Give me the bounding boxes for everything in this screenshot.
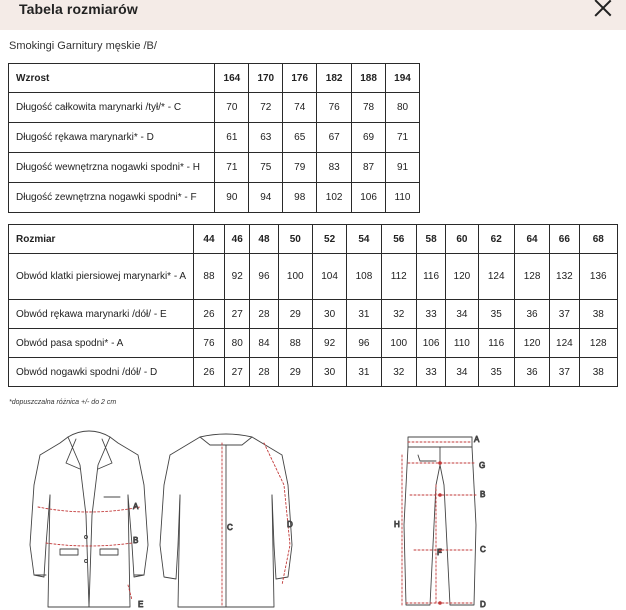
- table-cell: 100: [381, 329, 416, 358]
- jacket-back-drawing: [160, 434, 292, 607]
- header-cell: 188: [352, 64, 386, 93]
- table-cell: 71: [386, 123, 420, 153]
- close-icon[interactable]: [593, 0, 613, 18]
- table-cell: 76: [317, 93, 352, 123]
- table-cell: 29: [278, 358, 312, 387]
- table-cell: 27: [225, 300, 250, 329]
- table-row: [9, 254, 618, 300]
- header-label: Wzrost: [9, 64, 215, 93]
- row-label: Długość zewnętrzna nogawki spodni* - F: [9, 183, 215, 213]
- table-cell: 112: [381, 254, 416, 300]
- table-cell: 76: [193, 329, 224, 358]
- header-cell: 56: [381, 225, 416, 254]
- table-cell: 32: [381, 358, 416, 387]
- table-cell: 104: [312, 254, 346, 300]
- table-cell: 128: [579, 329, 618, 358]
- header-cell: 66: [550, 225, 579, 254]
- header-cell: 164: [215, 64, 249, 93]
- header-label: Rozmiar: [9, 225, 194, 254]
- table-cell: 80: [225, 329, 250, 358]
- table-cell: 116: [478, 329, 514, 358]
- table-cell: 102: [317, 183, 352, 213]
- table-cell: 35: [478, 300, 514, 329]
- table-cell: 90: [215, 183, 249, 213]
- table-cell: 69: [352, 123, 386, 153]
- header-cell: 170: [249, 64, 283, 93]
- table-cell: 67: [317, 123, 352, 153]
- trousers-measure-dots: [438, 461, 442, 605]
- header-cell: 194: [386, 64, 420, 93]
- table-cell: 61: [215, 123, 249, 153]
- table-cell: 26: [193, 358, 224, 387]
- table-cell: 136: [579, 254, 618, 300]
- table-cell: 28: [250, 358, 278, 387]
- modal-title: Tabela rozmiarów: [19, 1, 138, 17]
- table-cell: 34: [446, 300, 478, 329]
- table-cell: 96: [250, 254, 278, 300]
- table-cell: 124: [550, 329, 579, 358]
- jacket-front-measures: [38, 507, 140, 600]
- measurement-diagram: [0, 425, 626, 610]
- table-cell: 94: [249, 183, 283, 213]
- table-cell: 84: [250, 329, 278, 358]
- table-cell: 120: [446, 254, 478, 300]
- table-cell: 27: [225, 358, 250, 387]
- label-f: F: [437, 548, 442, 557]
- table-cell: 132: [550, 254, 579, 300]
- header-cell: 60: [446, 225, 478, 254]
- jacket-front-drawing: [30, 431, 148, 607]
- header-cell: 176: [283, 64, 317, 93]
- table-cell: 26: [193, 300, 224, 329]
- label-c: C: [480, 545, 486, 554]
- table-cell: 106: [352, 183, 386, 213]
- row-label: Długość całkowita marynarki /tył/* - C: [9, 93, 215, 123]
- table-cell: 36: [514, 300, 549, 329]
- label-b: B: [133, 536, 139, 545]
- header-cell: 58: [416, 225, 445, 254]
- label-g: G: [479, 461, 486, 470]
- table-cell: 31: [347, 358, 381, 387]
- header-cell: 52: [312, 225, 346, 254]
- row-label: Obwód klatki piersiowej marynarki* - A: [9, 254, 194, 300]
- table-cell: 100: [278, 254, 312, 300]
- height-size-table: [8, 63, 420, 213]
- table-row: [9, 123, 420, 153]
- table-cell: 96: [347, 329, 381, 358]
- header-cell: 62: [478, 225, 514, 254]
- table-cell: 110: [446, 329, 478, 358]
- table-cell: 106: [416, 329, 445, 358]
- header-cell: 44: [193, 225, 224, 254]
- row-label: Obwód rękawa marynarki /dół/ - E: [9, 300, 194, 329]
- header-cell: 182: [317, 64, 352, 93]
- table-cell: 79: [283, 153, 317, 183]
- table-cell: 38: [579, 300, 618, 329]
- row-label: Długość wewnętrzna nogawki spodni* - H: [9, 153, 215, 183]
- table-cell: 28: [250, 300, 278, 329]
- label-b: B: [480, 490, 486, 499]
- table-row: [9, 93, 420, 123]
- table-row: [9, 300, 618, 329]
- table-row: [9, 183, 420, 213]
- row-label: Obwód pasa spodni* - A: [9, 329, 194, 358]
- product-category: Smokingi Garnitury męskie /B/: [9, 40, 157, 52]
- table-cell: 92: [312, 329, 346, 358]
- table-cell: 36: [514, 358, 549, 387]
- table-cell: 71: [215, 153, 249, 183]
- table-cell: 78: [352, 93, 386, 123]
- table-cell: 30: [312, 300, 346, 329]
- table-cell: 29: [278, 300, 312, 329]
- table-row: [9, 153, 420, 183]
- label-d: D: [287, 520, 293, 529]
- table-cell: 128: [514, 254, 549, 300]
- table-cell: 91: [386, 153, 420, 183]
- label-a: A: [133, 502, 139, 511]
- label-d: D: [480, 600, 486, 609]
- table-cell: 87: [352, 153, 386, 183]
- table-cell: 33: [416, 358, 445, 387]
- header-cell: 68: [579, 225, 618, 254]
- table-cell: 80: [386, 93, 420, 123]
- label-a: A: [474, 435, 480, 444]
- header-cell: 54: [347, 225, 381, 254]
- table-cell: 108: [347, 254, 381, 300]
- table-cell: 38: [579, 358, 618, 387]
- header-cell: 46: [225, 225, 250, 254]
- table-cell: 120: [514, 329, 549, 358]
- table-cell: 98: [283, 183, 317, 213]
- header-cell: 48: [250, 225, 278, 254]
- table-cell: 88: [193, 254, 224, 300]
- header-cell: 64: [514, 225, 549, 254]
- table-cell: 88: [278, 329, 312, 358]
- table-cell: 72: [249, 93, 283, 123]
- table-cell: 37: [550, 300, 579, 329]
- table-cell: 31: [347, 300, 381, 329]
- table-cell: 34: [446, 358, 478, 387]
- row-label: Obwód nogawki spodni /dół/ - D: [9, 358, 194, 387]
- label-c: C: [227, 523, 233, 532]
- table-cell: 33: [416, 300, 445, 329]
- table-cell: 37: [550, 358, 579, 387]
- table-cell: 65: [283, 123, 317, 153]
- table-cell: 30: [312, 358, 346, 387]
- table-cell: 83: [317, 153, 352, 183]
- table-row: [9, 329, 618, 358]
- tolerance-note: *dopuszczalna różnica +/- do 2 cm: [9, 399, 117, 406]
- label-h: H: [394, 520, 400, 529]
- table-cell: 116: [416, 254, 445, 300]
- table-header-row: [9, 225, 618, 254]
- label-e: E: [138, 600, 144, 609]
- modal-header: [0, 0, 626, 30]
- trousers-measures: [402, 442, 476, 605]
- table-cell: 110: [386, 183, 420, 213]
- table-row: [9, 358, 618, 387]
- row-label: Długość rękawa marynarki* - D: [9, 123, 215, 153]
- table-cell: 74: [283, 93, 317, 123]
- table-cell: 63: [249, 123, 283, 153]
- table-header-row: [9, 64, 420, 93]
- table-cell: 92: [225, 254, 250, 300]
- table-cell: 70: [215, 93, 249, 123]
- table-cell: 32: [381, 300, 416, 329]
- table-cell: 75: [249, 153, 283, 183]
- table-cell: 124: [478, 254, 514, 300]
- table-cell: 35: [478, 358, 514, 387]
- header-cell: 50: [278, 225, 312, 254]
- garment-size-table: [8, 224, 618, 387]
